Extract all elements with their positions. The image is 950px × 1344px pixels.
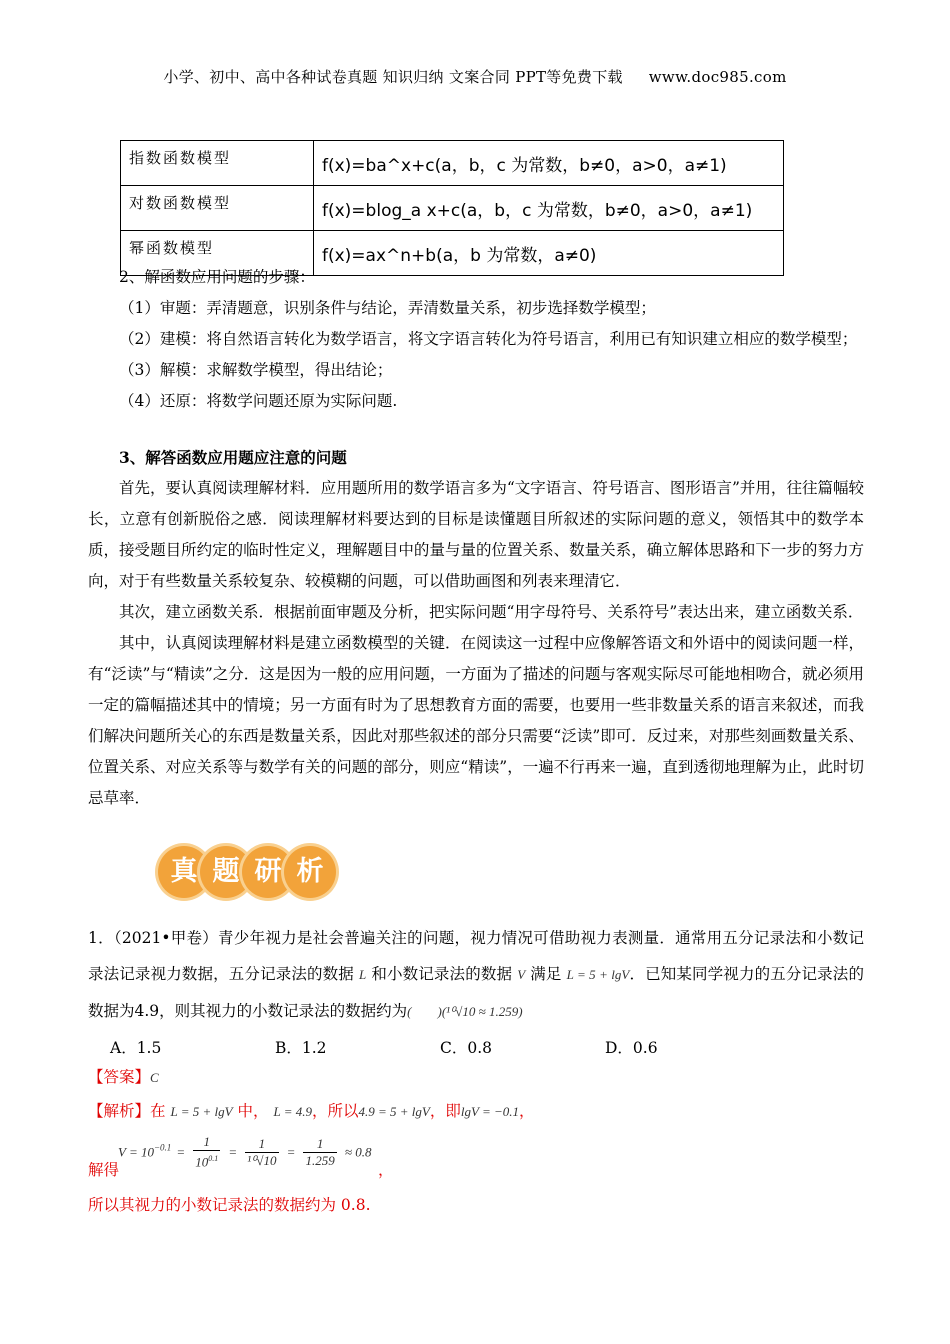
fraction-denominator: 1.259 — [305, 1152, 335, 1168]
step-item: （2）建模：将自然语言转化为数学语言，将文字语言转化为符号语言，利用已有知识建立相应的数学模型； — [119, 330, 858, 348]
var-L: L — [359, 967, 367, 982]
option-c: C．0.8 — [440, 1039, 493, 1057]
fraction — [303, 1136, 336, 1169]
conclusion: 所以其视力的小数记录法的数据约为 0.8. — [88, 1196, 371, 1214]
analysis-text: ， — [519, 1102, 535, 1120]
analysis-text: 中， — [237, 1102, 269, 1120]
analysis-text: 在 — [150, 1102, 166, 1120]
model-name: 幂函数模型 — [121, 231, 314, 276]
analysis-line — [88, 1096, 864, 1127]
equation-lhs: V = 10 — [118, 1144, 154, 1160]
answer-label: 【答案】 — [88, 1068, 151, 1086]
question-text: ．已知某同学视力的五分记录法的数据为4.9，则其视力的小数记录法的数据约为 — [88, 965, 864, 1020]
fraction-numerator: 1 — [193, 1134, 220, 1151]
table-row — [121, 186, 784, 231]
table-row — [121, 141, 784, 186]
model-formula — [314, 141, 784, 186]
step-item: （1）审题：弄清题意，识别条件与结论，弄清数量关系，初步选择数学模型； — [119, 299, 656, 317]
model-formula — [314, 186, 784, 231]
analysis-formula: L = 5 + lgV — [170, 1104, 233, 1119]
analysis-text: ，所以 — [311, 1102, 359, 1120]
formula-text: f(x)=blog_a x+c(a，b，c 为常数，b≠0，a>0，a≠1) — [322, 200, 753, 221]
notes-section — [88, 442, 864, 814]
fraction-exp: 0.1 — [208, 1154, 219, 1163]
answer-blank: ( ) — [407, 1004, 442, 1019]
step-item: （3）解模：求解数学模型，得出结论； — [119, 361, 393, 379]
badge-char: 研 — [242, 846, 294, 898]
step-item: （4）还原：将数学问题还原为实际问题. — [119, 392, 398, 410]
notes-paragraph: 首先，要认真阅读理解材料．应用题所用的数学语言多为“文字语言、符号语言、图形语言”并用，往往篇幅较长，立意有创新脱俗之感．阅读理解材料要达到的目标是读懂题目所叙述的实际问题的意义，领悟其中的数学本质，接受题目所约定的临时性定义，理解题目中的量与量的位置关系、数量关系，确立解体思路和下一步的努力方向，对于有些数量关系较复杂、较模糊的问题，可以借助画图和列表来理清它． — [88, 479, 864, 590]
question-text: 满足 — [530, 965, 562, 983]
equation-result: ≈ 0.8 — [344, 1144, 372, 1160]
fraction — [245, 1136, 278, 1169]
header-url: www.doc985.com — [648, 68, 787, 86]
notes-title: 3、解答函数应用题应注意的问题 — [119, 448, 347, 467]
model-name: 指数函数模型 — [121, 141, 314, 186]
section-badge — [156, 844, 324, 900]
var-V: V — [517, 967, 526, 982]
analysis-label: 【解析】 — [88, 1102, 151, 1120]
formula-text: f(x)=ba^x+c(a，b，c 为常数，b≠0，a>0，a≠1) — [322, 155, 727, 176]
option-a: A．1.5 — [110, 1039, 162, 1057]
badge-char: 析 — [284, 846, 336, 898]
analysis-text: ，即 — [429, 1102, 461, 1120]
model-name: 对数函数模型 — [121, 186, 314, 231]
option-d: D．0.6 — [605, 1039, 658, 1057]
question-text: 和小数记录法的数据 — [371, 965, 513, 983]
fraction-denominator — [193, 1151, 220, 1170]
notes-paragraph: 其中，认真阅读理解材料是建立函数模型的关键．在阅读这一过程中应像解答语文和外语中的阅读问题一样，有“泛读”与“精读”之分．这是因为一般的应用问题，一方面为了描述的问题与客观实际尽可能地相吻合，就必须用一定的篇幅描述其中的情境；另一方面有时为了思想教育方面的需要，也要用一些非数量关系的语言来叙述，而我们解决问题所关心的东西是数量关系，因此对那些叙述的部分只需要“泛读”即可．反过来，对那些刻画数量关系、位置关系、对应关系等与数学有关的问题的部分，则应“精读”，一遍不行再来一遍，直到透彻地理解为止，此时切忌草率． — [88, 634, 864, 807]
question-source: （2021•甲卷） — [113, 929, 219, 947]
page-header — [0, 66, 950, 87]
options-row — [88, 1030, 864, 1066]
question-text: 青少年视力是社会普遍关注的问题，视力情况可借助视力表测量．通常用五分记录法和小数记录法记录视力数据，五分记录法的数据 — [88, 929, 864, 983]
solve-equation — [88, 1134, 864, 1186]
equation-exp: −0.1 — [153, 1142, 172, 1153]
question-stem — [88, 920, 864, 1030]
question-hint: (¹⁰√10 ≈ 1.259) — [441, 1004, 523, 1019]
badge-char: 真 — [158, 846, 210, 898]
solve-label: 解得 — [88, 1161, 120, 1179]
question-block — [88, 920, 864, 1066]
fraction-numerator: 1 — [245, 1136, 278, 1153]
analysis-formula: 4.9 = 5 + lgV — [358, 1104, 430, 1119]
function-models-table — [120, 140, 784, 276]
analysis-formula: lgV = −0.1 — [460, 1104, 519, 1119]
steps-title: 2、解函数应用问题的步骤： — [119, 268, 315, 286]
question-formula: L = 5 + lgV — [566, 967, 630, 982]
equation: $V = 10^{-0.1}$ = $\frac{1}{10^{0.1}}$ = $\frac{1}{\text{¹⁰√10}}$ = $\frac{1}{1.259}$ ≈ 0.8 — [118, 1134, 372, 1170]
notes-paragraph: 其次，建立函数关系．根据前面审题及分析，把实际问题“用字母符号、关系符号”表达出来，建立函数关系． — [119, 603, 864, 621]
steps-section — [88, 262, 864, 417]
analysis-formula: L = 4.9 — [273, 1104, 312, 1119]
question-number: 1． — [88, 929, 114, 947]
formula-text: f(x)=ax^n+b(a，b 为常数，a≠0) — [322, 245, 597, 266]
option-b: B．1.2 — [275, 1039, 327, 1057]
answer-line — [88, 1062, 864, 1093]
comma: ， — [378, 1161, 394, 1179]
header-text: 小学、初中、高中各种试卷真题 知识归纳 文案合同 PPT等免费下载 — [163, 68, 623, 86]
badge-char: 题 — [200, 846, 252, 898]
fraction-numerator: 1 — [303, 1136, 336, 1153]
fraction — [193, 1134, 220, 1170]
fraction-denominator: ¹⁰√10 — [247, 1152, 277, 1168]
fraction-base: 10 — [195, 1154, 209, 1170]
answer-value: C — [150, 1070, 159, 1085]
